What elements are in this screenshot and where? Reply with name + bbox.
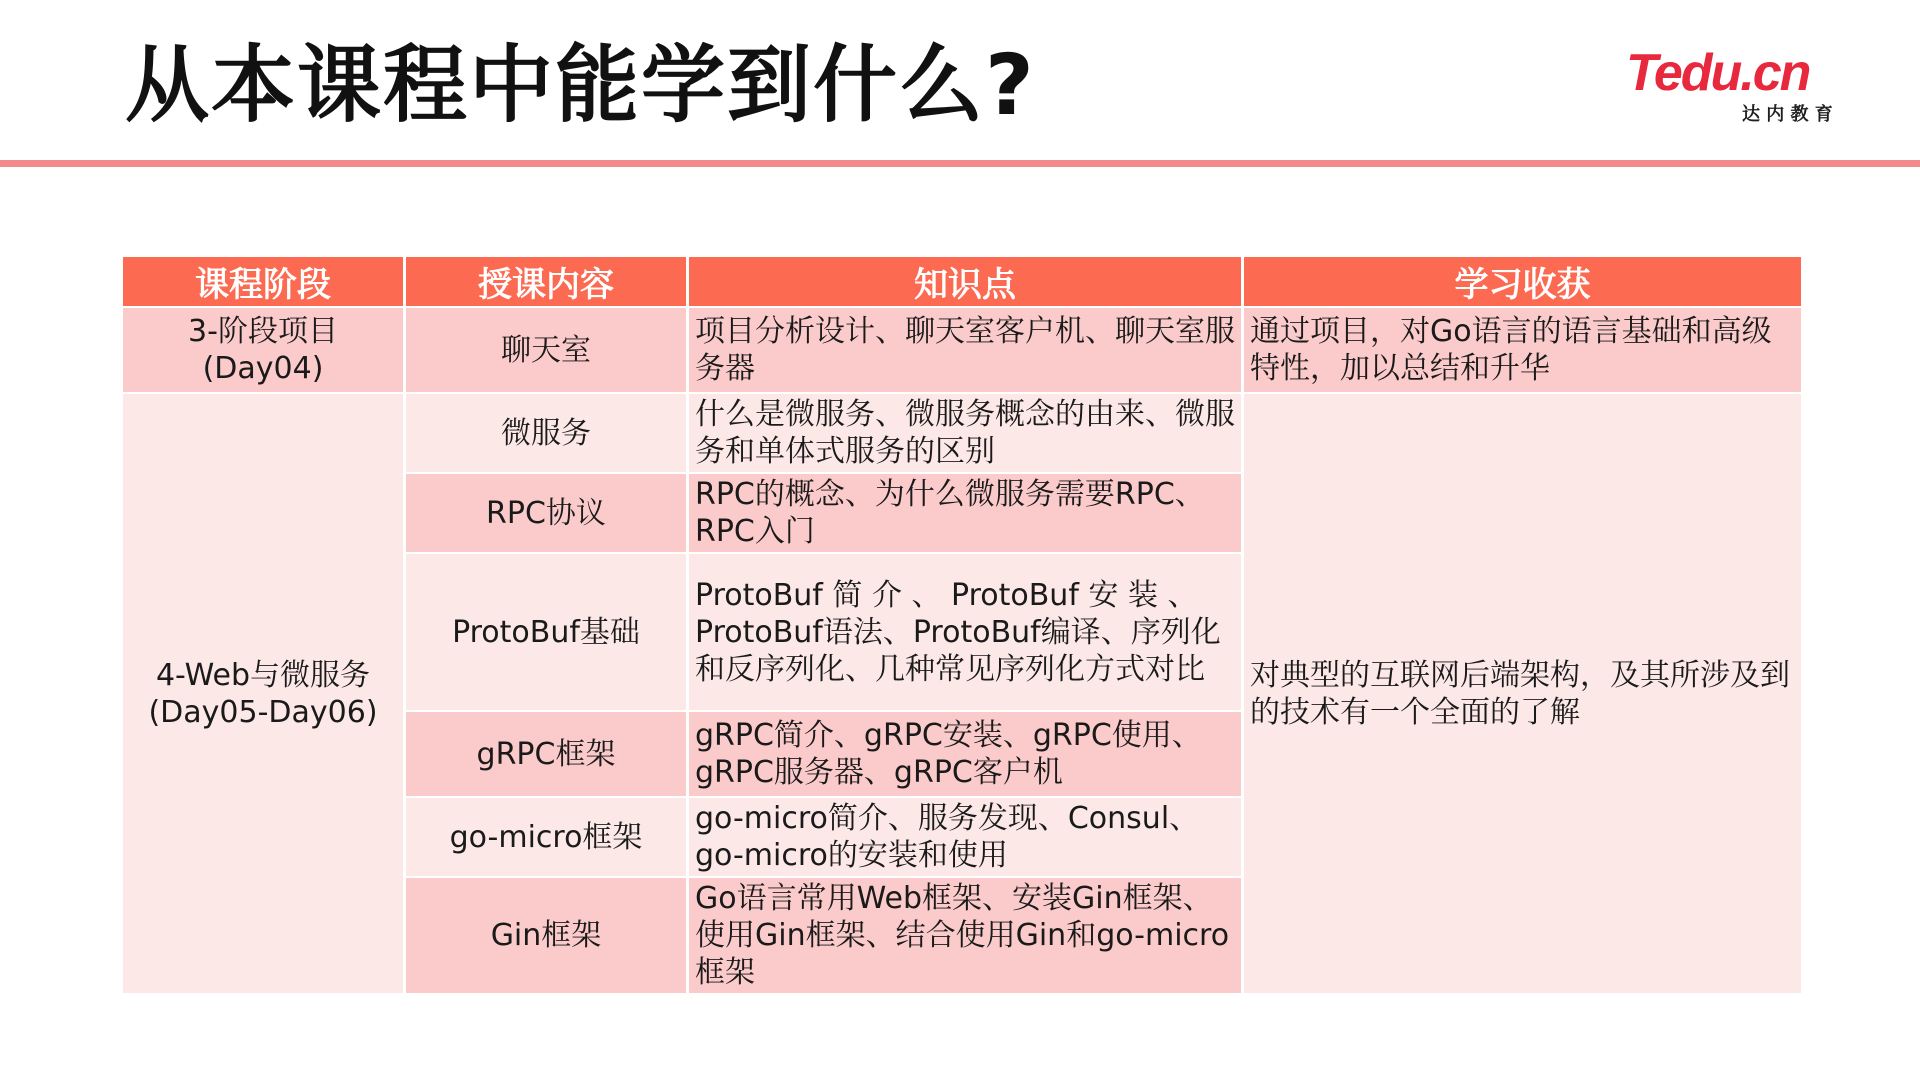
stage-name: 4-Web与微服务	[155, 657, 371, 693]
content-cell: gRPC框架	[406, 712, 686, 796]
table-header-row	[123, 257, 1801, 306]
svg-text:Tedu.cn	[1626, 44, 1810, 102]
stage-name: 3-阶段项目	[188, 314, 338, 349]
content-cell: RPC协议	[406, 474, 686, 552]
content-cell: go-micro框架	[406, 798, 686, 876]
tedu-logo	[1620, 44, 1860, 124]
logo-brand-red: Tedu.cn	[1626, 44, 1810, 102]
knowledge-cell: 项目分析设计、聊天室客户机、聊天室服务器	[689, 308, 1241, 392]
stage-cell	[123, 394, 403, 993]
stage-days: (Day05-Day06)	[148, 694, 378, 730]
knowledge-cell: go-micro简介、服务发现、Consul、go-micro的安装和使用	[689, 798, 1241, 876]
page-title: 从本课程中能学到什么?	[125, 36, 1036, 134]
outcome-cell: 对典型的互联网后端架构，及其所涉及到的技术有一个全面的了解	[1244, 394, 1801, 993]
content-cell: 聊天室	[406, 308, 686, 392]
knowledge-cell: Go语言常用Web框架、安装Gin框架、使用Gin框架、结合使用Gin和go-micro框架	[689, 878, 1241, 993]
knowledge-cell: 什么是微服务、微服务概念的由来、微服务和单体式服务的区别	[689, 394, 1241, 472]
outcome-cell: 通过项目，对Go语言的语言基础和高级特性，加以总结和升华	[1244, 308, 1801, 392]
curriculum-table	[120, 255, 1804, 995]
content-cell: 微服务	[406, 394, 686, 472]
content-cell: Gin框架	[406, 878, 686, 993]
logo-tagline: 达 内 教 育	[1742, 104, 1833, 124]
knowledge-cell: ProtoBuf 简 介 、 ProtoBuf 安 装 、ProtoBuf语法、ProtoBuf编译、序列化和反序列化、几种常见序列化方式对比	[689, 554, 1241, 710]
header-knowledge: 知识点	[689, 257, 1241, 306]
header-content: 授课内容	[406, 257, 686, 306]
stage-cell	[123, 308, 403, 392]
header-outcome: 学习收获	[1244, 257, 1801, 306]
stage-days: (Day04)	[202, 351, 324, 386]
knowledge-cell: RPC的概念、为什么微服务需要RPC、RPC入门	[689, 474, 1241, 552]
header-stage: 课程阶段	[123, 257, 403, 306]
table-row	[123, 394, 1801, 472]
content-cell: ProtoBuf基础	[406, 554, 686, 710]
table-row	[123, 308, 1801, 392]
knowledge-cell: gRPC简介、gRPC安装、gRPC使用、gRPC服务器、gRPC客户机	[689, 712, 1241, 796]
header-divider	[0, 160, 1920, 167]
